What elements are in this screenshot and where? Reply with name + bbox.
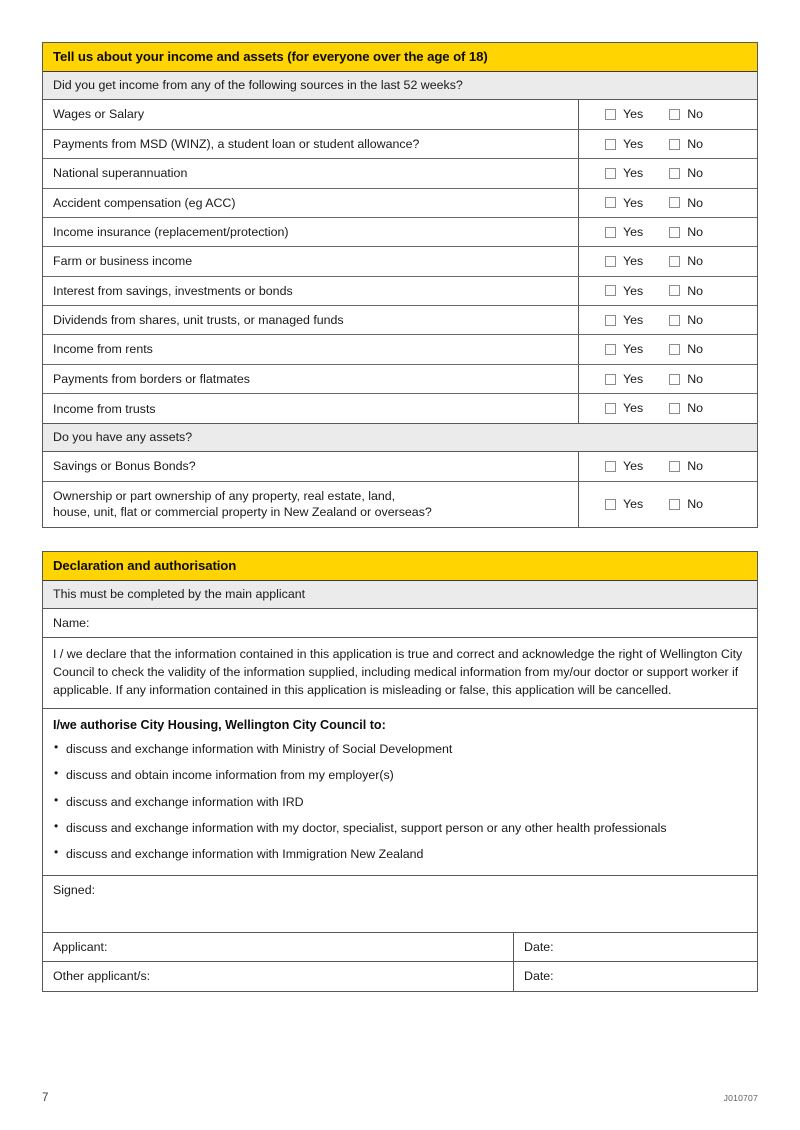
question-label: Farm or business income — [43, 247, 579, 275]
option-no-label: No — [687, 459, 704, 474]
checkbox-yes-icon[interactable] — [605, 374, 616, 385]
yes-no-answer-cell — [579, 452, 757, 480]
checkbox-no-icon[interactable] — [669, 168, 680, 179]
income-and-assets-table — [42, 42, 758, 528]
checkbox-yes-icon[interactable] — [605, 285, 616, 296]
asset-rows-container — [43, 452, 757, 526]
option-yes-label: Yes — [623, 107, 644, 122]
option-yes-label: Yes — [623, 313, 644, 328]
yes-no-answer-cell — [579, 482, 757, 527]
option-yes-label: Yes — [623, 195, 644, 210]
applicant-field[interactable] — [43, 933, 514, 961]
other-applicant-label: Other applicant/s: — [53, 969, 151, 984]
question-row — [43, 218, 757, 247]
declaration-and-authorisation-table — [42, 551, 758, 992]
checkbox-no-icon[interactable] — [669, 315, 680, 326]
checkbox-no-icon[interactable] — [669, 139, 680, 150]
other-applicant-date-row — [43, 962, 757, 991]
question-label: Income insurance (replacement/protection) — [43, 218, 579, 246]
question-row — [43, 189, 757, 218]
declaration-section-header: Declaration and authorisation — [43, 552, 757, 581]
option-no-label: No — [687, 401, 704, 416]
option-yes[interactable] — [605, 314, 643, 326]
question-row — [43, 365, 757, 394]
yes-no-answer-cell — [579, 159, 757, 187]
checkbox-no-icon[interactable] — [669, 109, 680, 120]
checkbox-no-icon[interactable] — [669, 403, 680, 414]
checkbox-no-icon[interactable] — [669, 227, 680, 238]
question-row — [43, 335, 757, 364]
option-yes-label: Yes — [623, 283, 644, 298]
option-yes-label: Yes — [623, 254, 644, 269]
option-yes-label: Yes — [623, 459, 644, 474]
income-question-band: Did you get income from any of the following sources in the last 52 weeks? — [43, 72, 757, 100]
option-yes[interactable] — [605, 285, 643, 297]
yes-no-answer-cell — [579, 247, 757, 275]
authorisation-list-item: • discuss and exchange information with my doctor, specialist, support person or any other health professionals — [53, 820, 747, 836]
question-label: Interest from savings, investments or bonds — [43, 277, 579, 305]
authorisation-list-item: • discuss and exchange information with Immigration New Zealand — [53, 846, 747, 862]
other-applicant-date-label: Date: — [524, 969, 554, 984]
option-no[interactable] — [669, 108, 703, 120]
yes-no-answer-cell — [579, 218, 757, 246]
checkbox-no-icon[interactable] — [669, 499, 680, 510]
authorisation-list-item: • discuss and obtain income information from my employer(s) — [53, 767, 747, 783]
question-label: Payments from MSD (WINZ), a student loan or student allowance? — [43, 130, 579, 158]
yes-no-answer-cell — [579, 394, 757, 423]
checkbox-yes-icon[interactable] — [605, 344, 616, 355]
completed-by-band: This must be completed by the main applicant — [43, 581, 757, 609]
option-no[interactable] — [669, 226, 703, 238]
name-field-row[interactable] — [43, 609, 757, 638]
option-no[interactable] — [669, 460, 703, 472]
option-no-label: No — [687, 107, 704, 122]
checkbox-no-icon[interactable] — [669, 461, 680, 472]
question-label: Accident compensation (eg ACC) — [43, 189, 579, 217]
question-label: Payments from borders or flatmates — [43, 365, 579, 393]
yes-no-answer-cell — [579, 100, 757, 128]
question-row — [43, 130, 757, 159]
other-applicant-field[interactable] — [43, 962, 514, 991]
signed-label: Signed: — [53, 882, 96, 897]
option-no[interactable] — [669, 285, 703, 297]
option-yes[interactable] — [605, 226, 643, 238]
option-yes[interactable] — [605, 373, 643, 385]
option-no[interactable] — [669, 167, 703, 179]
applicant-date-field[interactable] — [514, 933, 757, 961]
authorisation-list-item: • discuss and exchange information with Ministry of Social Development — [53, 741, 747, 757]
authorisation-block — [43, 709, 757, 876]
option-yes[interactable] — [605, 138, 643, 150]
option-yes[interactable] — [605, 197, 643, 209]
checkbox-no-icon[interactable] — [669, 285, 680, 296]
option-yes[interactable] — [605, 460, 643, 472]
option-no[interactable] — [669, 197, 703, 209]
checkbox-no-icon[interactable] — [669, 197, 680, 208]
income-rows-container — [43, 100, 757, 423]
yes-no-answer-cell — [579, 365, 757, 393]
question-row — [43, 277, 757, 306]
option-no-label: No — [687, 283, 704, 298]
question-label: Savings or Bonus Bonds? — [43, 452, 579, 480]
option-yes[interactable] — [605, 255, 643, 267]
page-footer — [42, 1092, 758, 1104]
option-no-label: No — [687, 342, 704, 357]
option-yes[interactable] — [605, 343, 643, 355]
question-row — [43, 306, 757, 335]
yes-no-answer-cell — [579, 130, 757, 158]
question-label: Wages or Salary — [43, 100, 579, 128]
other-applicant-date-field[interactable] — [514, 962, 757, 991]
option-yes-label: Yes — [623, 342, 644, 357]
income-section-header: Tell us about your income and assets (for everyone over the age of 18) — [43, 43, 757, 72]
authorisation-list-item: • discuss and exchange information with IRD — [53, 794, 747, 810]
option-yes[interactable] — [605, 498, 643, 510]
option-no-label: No — [687, 313, 704, 328]
question-row — [43, 159, 757, 188]
checkbox-yes-icon[interactable] — [605, 227, 616, 238]
checkbox-yes-icon[interactable] — [605, 197, 616, 208]
checkbox-no-icon[interactable] — [669, 374, 680, 385]
option-no-label: No — [687, 195, 704, 210]
option-no-label: No — [687, 136, 704, 151]
option-yes-label: Yes — [623, 497, 644, 511]
option-no[interactable] — [669, 314, 703, 326]
assets-question-band: Do you have any assets? — [43, 423, 757, 452]
checkbox-yes-icon[interactable] — [605, 315, 616, 326]
question-row — [43, 100, 757, 129]
option-no[interactable] — [669, 138, 703, 150]
option-no-label: No — [687, 254, 704, 269]
applicant-label: Applicant: — [53, 939, 108, 954]
question-label: Dividends from shares, unit trusts, or managed funds — [43, 306, 579, 334]
authorisation-list — [53, 741, 747, 862]
question-row — [43, 452, 757, 481]
checkbox-no-icon[interactable] — [669, 256, 680, 267]
option-no[interactable] — [669, 255, 703, 267]
option-yes-label: Yes — [623, 371, 644, 386]
yes-no-answer-cell — [579, 306, 757, 334]
option-yes-label: Yes — [623, 166, 644, 181]
option-no[interactable] — [669, 498, 703, 510]
question-label — [43, 482, 579, 527]
option-no[interactable] — [669, 343, 703, 355]
checkbox-yes-icon[interactable] — [605, 403, 616, 414]
option-no-label: No — [687, 497, 704, 511]
name-label: Name: — [53, 616, 90, 631]
applicant-date-row — [43, 933, 757, 962]
option-no-label: No — [687, 166, 704, 181]
question-label-line-2: house, unit, flat or commercial property in New Zealand or overseas? — [53, 505, 432, 520]
option-no[interactable] — [669, 373, 703, 385]
question-label-line-1: Ownership or part ownership of any property, real estate, land, — [53, 488, 396, 503]
option-no[interactable] — [669, 402, 703, 414]
checkbox-yes-icon[interactable] — [605, 168, 616, 179]
document-code: J010707 — [723, 1093, 758, 1103]
checkbox-yes-icon[interactable] — [605, 109, 616, 120]
option-yes-label: Yes — [623, 136, 644, 151]
checkbox-yes-icon[interactable] — [605, 499, 616, 510]
option-no-label: No — [687, 224, 704, 239]
checkbox-yes-icon[interactable] — [605, 256, 616, 267]
question-row — [43, 394, 757, 423]
checkbox-yes-icon[interactable] — [605, 139, 616, 150]
applicant-date-label: Date: — [524, 939, 554, 954]
checkbox-yes-icon[interactable] — [605, 461, 616, 472]
option-yes-label: Yes — [623, 224, 644, 239]
page-number: 7 — [42, 1092, 49, 1104]
question-row — [43, 247, 757, 276]
question-label: Income from trusts — [43, 394, 579, 423]
yes-no-answer-cell — [579, 335, 757, 363]
yes-no-answer-cell — [579, 277, 757, 305]
option-no-label: No — [687, 371, 704, 386]
authorisation-title: I/we authorise City Housing, Wellington City Council to: — [53, 718, 386, 733]
question-row — [43, 482, 757, 527]
declaration-statement: I / we declare that the information contained in this application is true and correct and acknowledge the right of Wellington City Council to check the validity of the information supplied, including medical information from my/our doctor or support worker if applicable. If any information contained in this application is misleading or false, this application will be cancelled. — [43, 638, 757, 709]
question-label: Income from rents — [43, 335, 579, 363]
option-yes[interactable] — [605, 108, 643, 120]
option-yes[interactable] — [605, 402, 643, 414]
question-label: National superannuation — [43, 159, 579, 187]
option-yes[interactable] — [605, 167, 643, 179]
checkbox-no-icon[interactable] — [669, 344, 680, 355]
signed-field-row[interactable] — [43, 876, 757, 933]
option-yes-label: Yes — [623, 401, 644, 416]
yes-no-answer-cell — [579, 189, 757, 217]
